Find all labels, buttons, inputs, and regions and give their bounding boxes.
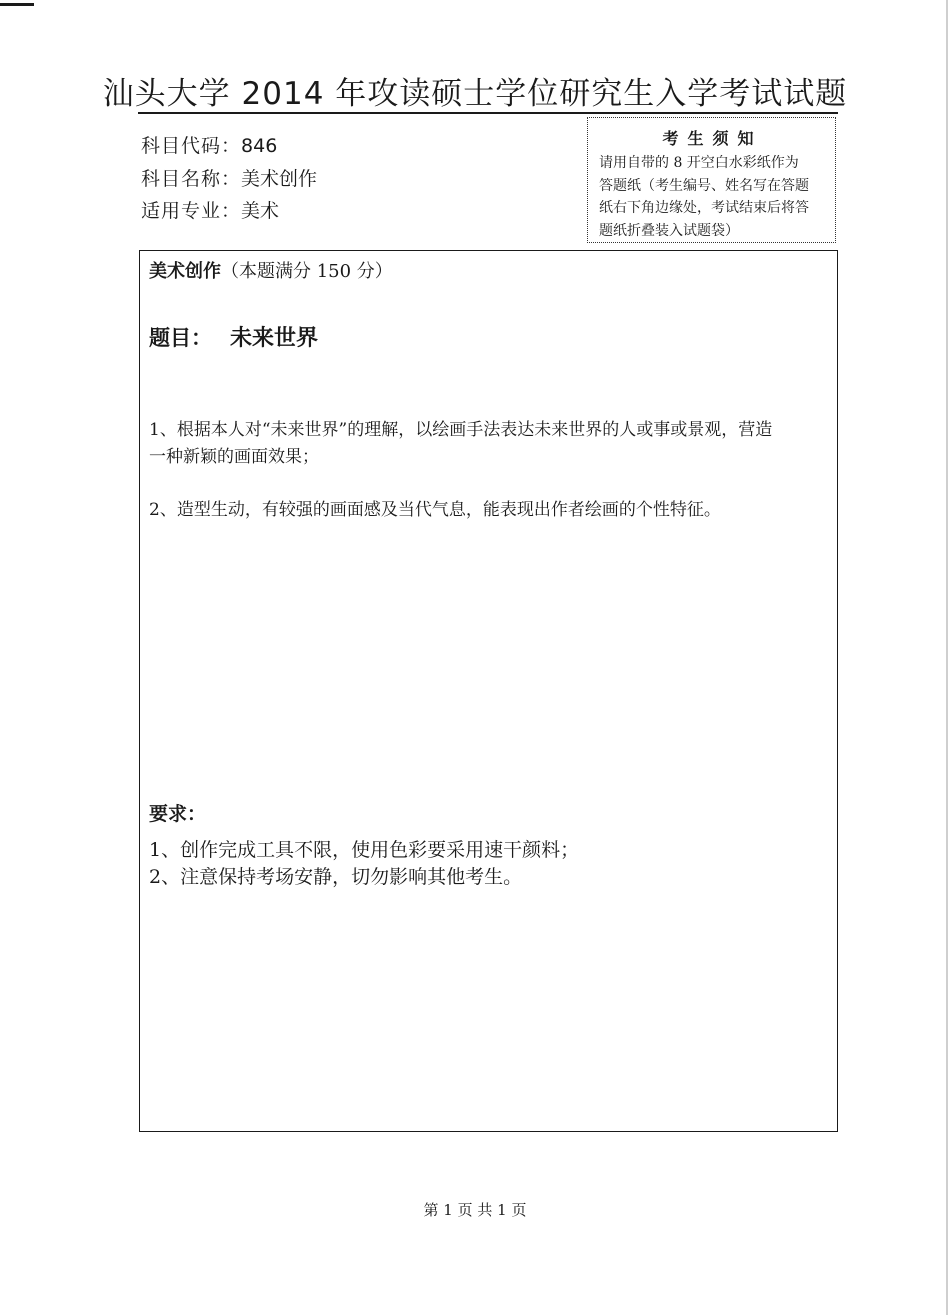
notice-title: 考生须知 — [662, 129, 763, 148]
requirement-item: 2、注意保持考场安静，切勿影响其他考生。 — [149, 866, 523, 888]
subject-name-row — [141, 164, 317, 191]
major-row — [141, 196, 279, 223]
exam-title: 汕头大学 2014 年攻读硕士学位研究生入学考试试题 — [102, 76, 848, 112]
requirements-heading: 要求： — [149, 803, 207, 825]
candidate-notice-box — [587, 117, 836, 243]
subject-name-label: 科目名称： — [141, 168, 242, 190]
title-underline — [138, 112, 838, 114]
topic-value: 未来世界 — [230, 326, 319, 351]
page-footer: 第 1 页 共 1 页 — [423, 1201, 527, 1219]
instruction-line: 1、根据本人对“未来世界”的理解，以绘画手法表达未来世界的人或事或景观，营造 — [149, 420, 773, 440]
topic-label: 题目： — [149, 326, 212, 350]
subject-name-value: 美术创作 — [241, 168, 318, 190]
instruction-line: 一种新颖的画面效果； — [149, 447, 319, 467]
notice-line: 纸右下角边缘处，考试结束后将答 — [599, 200, 809, 216]
major-label: 适用专业： — [141, 200, 242, 222]
notice-line: 题纸折叠装入试题袋） — [599, 222, 739, 239]
scan-page-edge — [946, 0, 948, 1315]
major-value: 美术 — [241, 200, 280, 222]
scan-corner-mark — [0, 3, 34, 6]
question-box — [139, 250, 838, 1132]
subject-code-row — [141, 131, 277, 158]
subject-code-label: 科目代码： — [141, 135, 242, 157]
instruction-point-1 — [149, 417, 835, 471]
notice-line: 请用自带的 8 开空白水彩纸作为 — [599, 155, 799, 171]
question-heading — [149, 257, 393, 283]
requirement-item: 1、创作完成工具不限，使用色彩要采用速干颜料； — [149, 839, 580, 861]
notice-body — [599, 152, 829, 242]
question-title: 美术创作 — [149, 261, 221, 282]
notice-line: 答题纸（考生编号、姓名写在答题 — [599, 177, 809, 194]
instruction-point-2: 2、造型生动，有较强的画面感及当代气息，能表现出作者绘画的个性特征。 — [149, 500, 721, 520]
score-note: （本题满分 150 分） — [221, 261, 393, 282]
topic-line — [149, 321, 318, 352]
subject-code-value: 846 — [241, 135, 278, 157]
